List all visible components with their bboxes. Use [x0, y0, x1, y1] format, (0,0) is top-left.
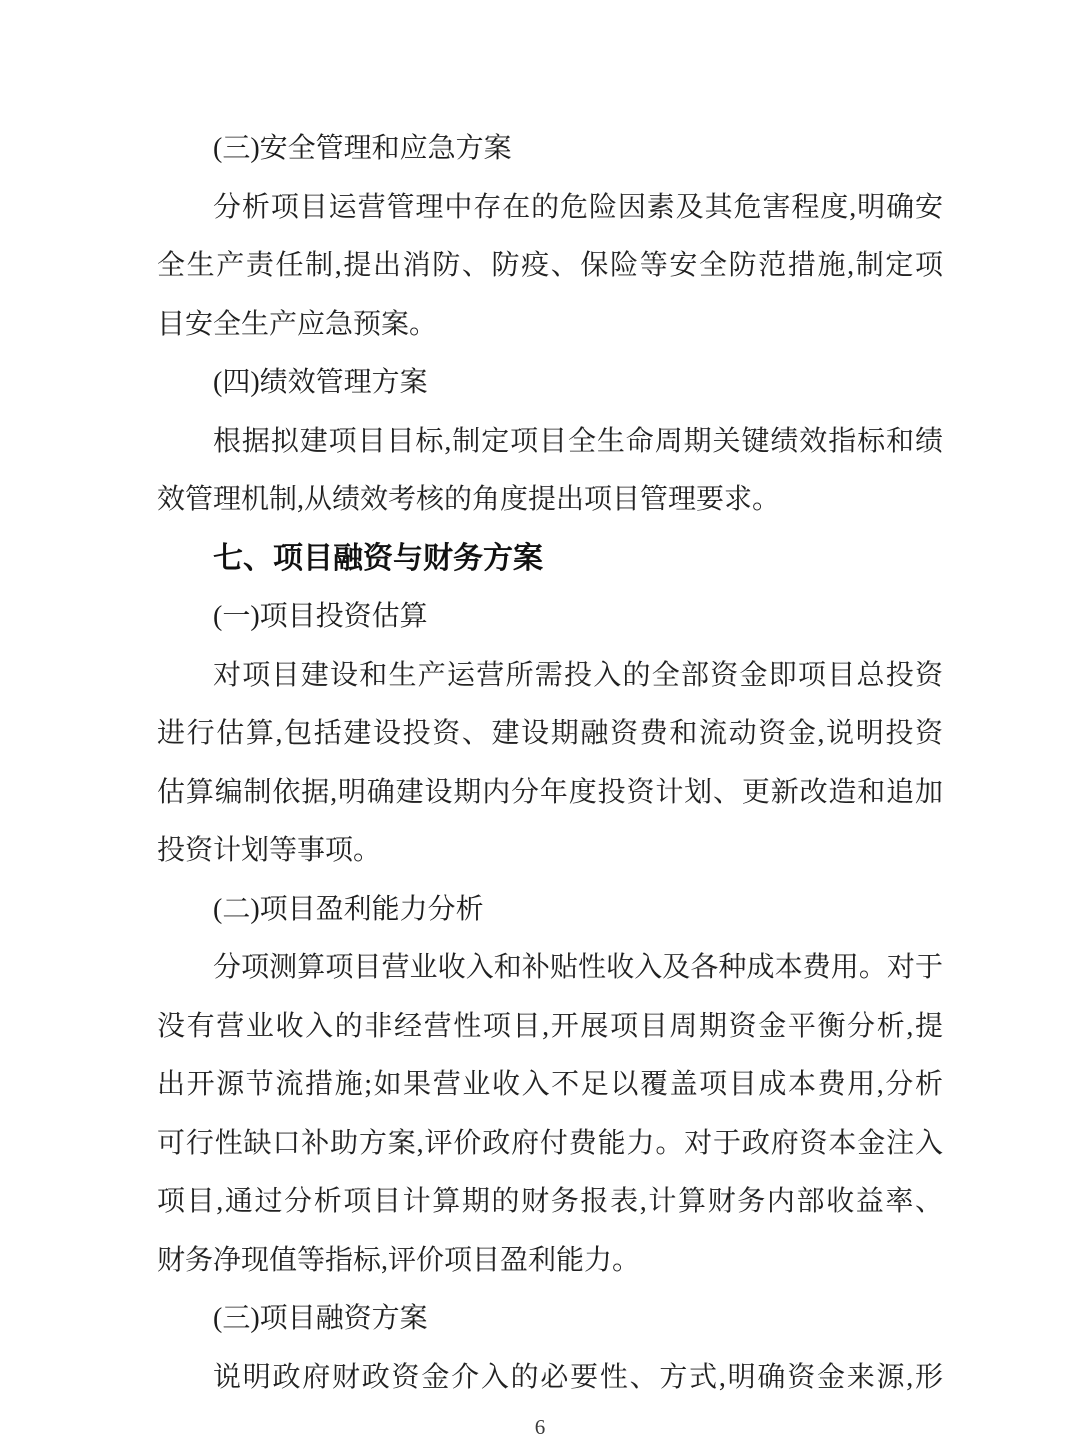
- paragraph: [157, 647, 943, 881]
- text-line: 目安全生产应急预案。: [157, 308, 438, 340]
- text-line: 没有营业收入的非经营性项目,开展项目周期资金平衡分析,提: [157, 1010, 943, 1042]
- page-number: 6: [534, 1415, 546, 1439]
- text-line: 效管理机制,从绩效考核的角度提出项目管理要求。: [157, 484, 781, 515]
- text-line: 出开源节流措施;如果营业收入不足以覆盖项目成本费用,分析: [157, 1069, 943, 1100]
- text-line: (一)项目投资估算: [213, 601, 428, 632]
- text-line: 分析项目运营管理中存在的危险因素及其危害程度,明确安: [213, 191, 943, 223]
- section-heading: [157, 588, 943, 647]
- text-line: 根据拟建项目目标,制定项目全生命周期关键绩效指标和绩: [213, 425, 943, 457]
- text-line: 财务净现值等指标,评价项目盈利能力。: [157, 1244, 641, 1276]
- text-line: 七、项目融资与财务方案: [213, 541, 543, 575]
- text-line: 对项目建设和生产运营所需投入的全部资金即项目总投资: [213, 659, 943, 691]
- text-line: 分项测算项目营业收入和补贴性收入及各种成本费用。对于: [213, 952, 943, 983]
- text-line: 进行估算,包括建设投资、建设期融资费和流动资金,说明投资: [157, 718, 943, 749]
- paragraph: [157, 179, 943, 355]
- text-line: 可行性缺口补助方案,评价政府付费能力。对于政府资本金注入: [157, 1127, 943, 1159]
- section-heading: [157, 1290, 943, 1349]
- text-line: (四)绩效管理方案: [213, 367, 428, 398]
- text-line: 项目,通过分析项目计算期的财务报表,计算财务内部收益率、: [157, 1186, 943, 1217]
- section-heading: [157, 120, 943, 179]
- chapter-heading: [157, 530, 943, 589]
- text-line: 说明政府财政资金介入的必要性、方式,明确资金来源,形: [213, 1361, 943, 1393]
- text-line: 投资计划等事项。: [157, 835, 382, 866]
- paragraph: [157, 1349, 943, 1408]
- paragraph: [157, 413, 943, 530]
- text-line: (二)项目盈利能力分析: [213, 893, 484, 925]
- text-line: (三)项目融资方案: [213, 1303, 428, 1334]
- section-heading: [157, 354, 943, 413]
- paragraph: [157, 939, 943, 1290]
- text-line: (三)安全管理和应急方案: [213, 133, 512, 164]
- text-line: 估算编制依据,明确建设期内分年度投资计划、更新改造和追加: [157, 776, 943, 808]
- text-line: 全生产责任制,提出消防、防疫、保险等安全防范措施,制定项: [157, 250, 943, 281]
- section-heading: [157, 881, 943, 940]
